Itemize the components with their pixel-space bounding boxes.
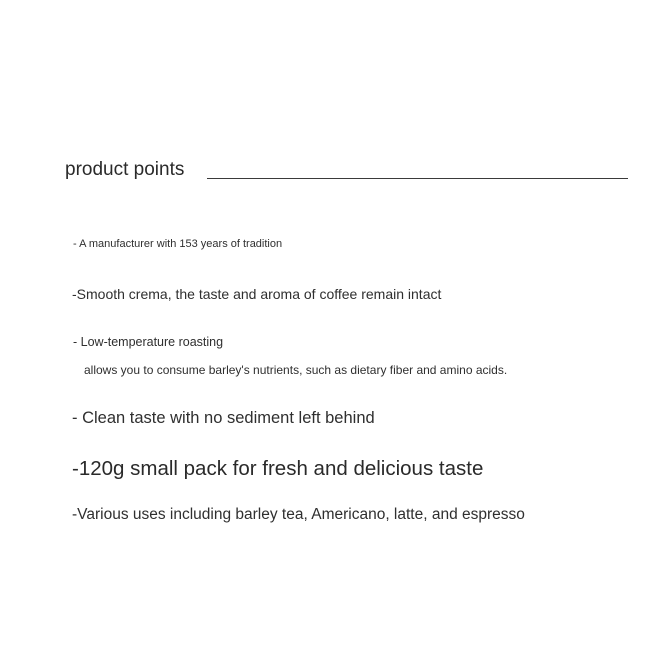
section-header <box>65 158 628 182</box>
point-roasting: - Low-temperature roasting <box>73 335 224 349</box>
title-underline-divider <box>207 178 628 179</box>
point-roasting-detail: allows you to consume barley's nutrients, such as dietary fiber and amino acids. <box>84 363 508 377</box>
point-small-pack: -120g small pack for fresh and delicious taste <box>72 457 484 480</box>
point-various-uses: -Various uses including barley tea, Americano, latte, and espresso <box>72 506 525 523</box>
point-heritage: - A manufacturer with 153 years of tradition <box>73 238 283 250</box>
section-title: product points <box>65 159 185 180</box>
point-crema: -Smooth crema, the taste and aroma of coffee remain intact <box>72 286 442 302</box>
point-clean-taste: - Clean taste with no sediment left behind <box>72 409 375 427</box>
